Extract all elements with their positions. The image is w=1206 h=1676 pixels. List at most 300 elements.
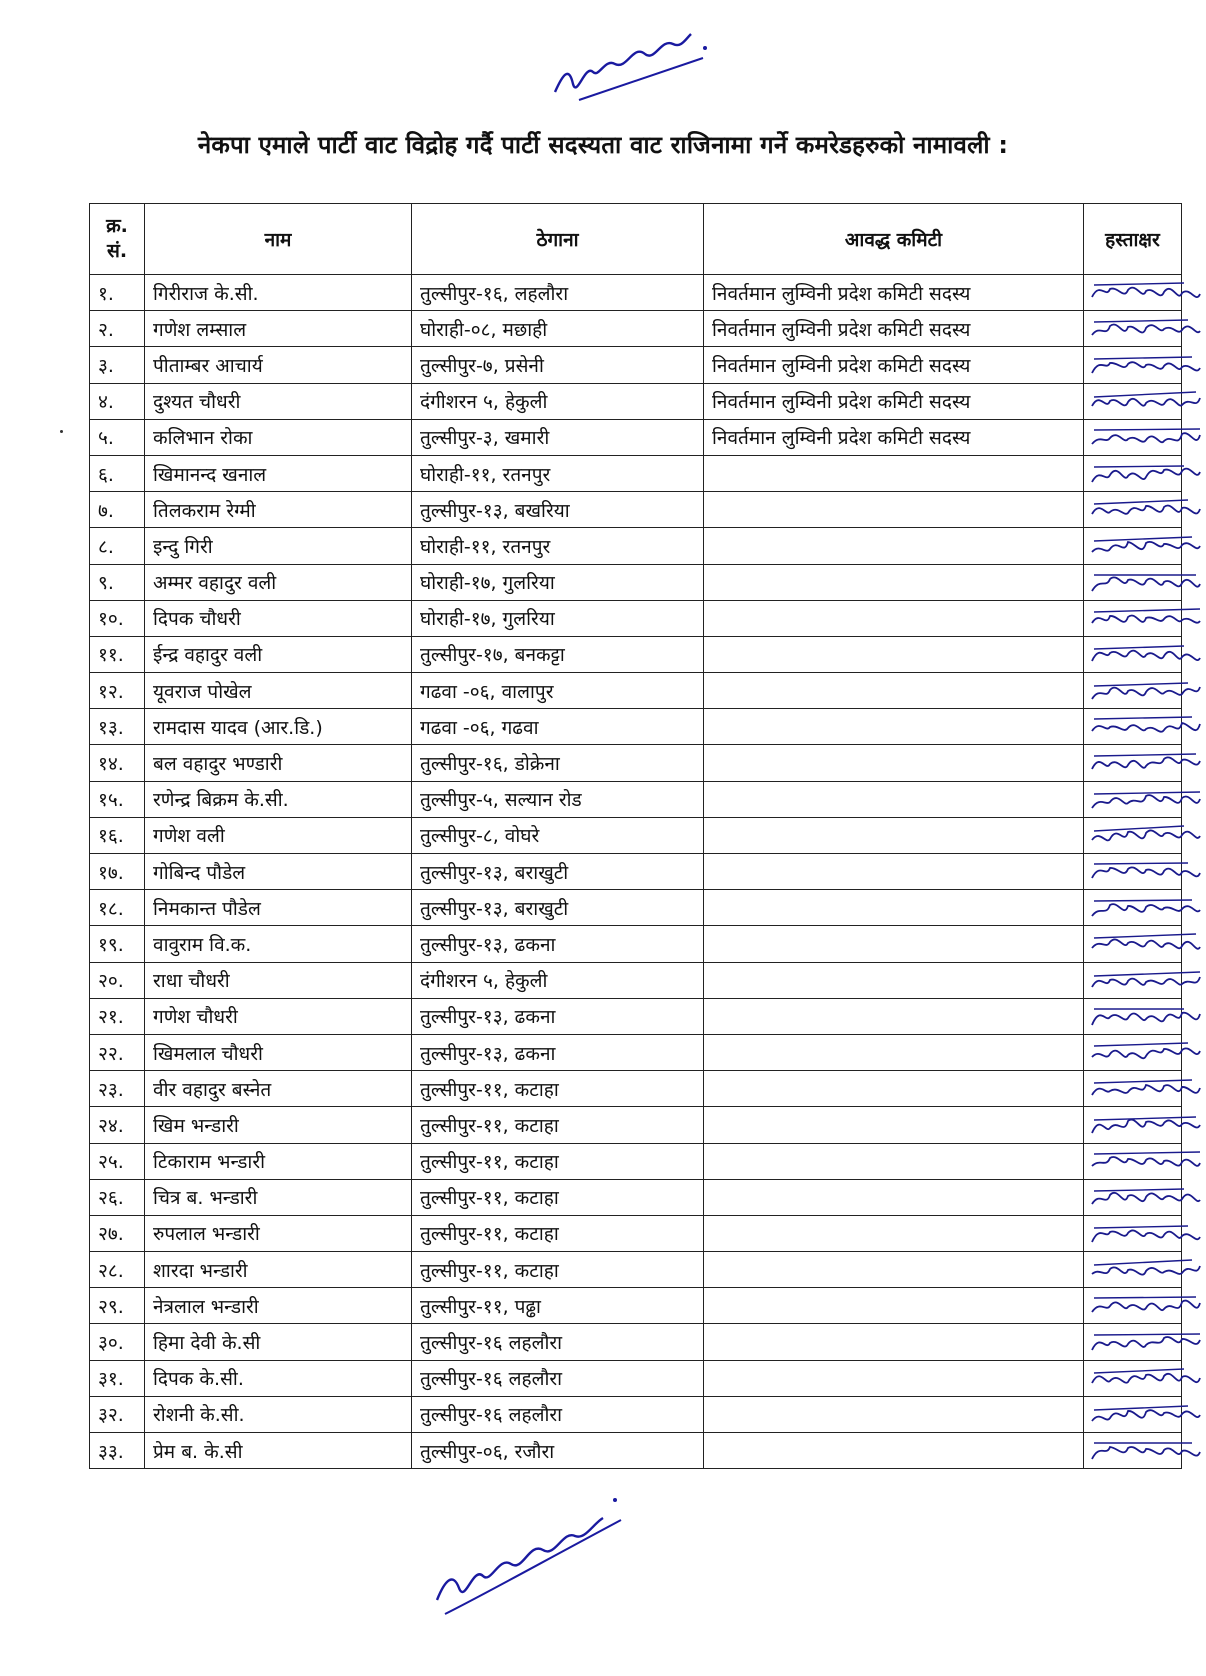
address-cell: तुल्सीपुर-१३, बखरिया: [412, 492, 704, 528]
serial-number-cell: २४.: [90, 1107, 145, 1143]
table-row: [90, 709, 1182, 745]
signature-headline: [1094, 646, 1184, 649]
address-cell: गढवा -०६, गढवा: [412, 709, 704, 745]
signature-stroke: [1092, 1301, 1200, 1312]
name-cell: ईन्द्र वहादुर वली: [145, 636, 412, 672]
handwritten-signature: [1088, 349, 1206, 381]
serial-number-cell: ३२.: [90, 1396, 145, 1432]
name-cell: गिरीराज के.सी.: [145, 275, 412, 311]
signature-cell: [1084, 383, 1182, 419]
table-row: [90, 817, 1182, 853]
committee-cell: [704, 1143, 1084, 1179]
signature-headline: [1094, 1152, 1200, 1154]
name-cell: कलिभान रोका: [145, 419, 412, 455]
signature-stroke: [1092, 469, 1200, 482]
committee-cell: [704, 636, 1084, 672]
table-row: [90, 1360, 1182, 1396]
table-row: [90, 1034, 1182, 1070]
signature-cell: [1084, 745, 1182, 781]
handwritten-signature: [1088, 1001, 1206, 1033]
committee-cell: [704, 1396, 1084, 1432]
signature-stroke: [1092, 723, 1200, 732]
signature-cell: [1084, 1215, 1182, 1251]
committee-cell: [704, 1071, 1084, 1107]
signature-headline: [1094, 683, 1188, 686]
signature-cell: [1084, 1107, 1182, 1143]
serial-number-cell: २८.: [90, 1252, 145, 1288]
signature-headline: [1094, 500, 1188, 504]
name-cell: खिमलाल चौधरी: [145, 1034, 412, 1070]
name-cell: खिमानन्द खनाल: [145, 455, 412, 491]
signature-stroke: [1092, 1230, 1200, 1242]
committee-cell: [704, 455, 1084, 491]
name-cell: चित्र ब. भन्डारी: [145, 1179, 412, 1215]
serial-header-line-1: क्र.: [106, 215, 128, 238]
signature-cell: [1084, 962, 1182, 998]
handwritten-signature: [1088, 639, 1206, 671]
signature-stroke: [1092, 288, 1200, 297]
committee-cell: निवर्तमान लुम्विनी प्रदेश कमिटी सदस्य: [704, 383, 1084, 419]
name-cell: शारदा भन्डारी: [145, 1252, 412, 1288]
address-cell: घोराही-१७, गुलरिया: [412, 600, 704, 636]
signature-cell: [1084, 1396, 1182, 1432]
signature-cell: [1084, 781, 1182, 817]
signature-stroke: [1092, 830, 1200, 840]
name-cell: दिपक चौधरी: [145, 600, 412, 636]
committee-cell: [704, 492, 1084, 528]
table-row: [90, 890, 1182, 926]
address-cell: तुल्सीपुर-१३, बराखुटी: [412, 890, 704, 926]
committee-cell: [704, 1107, 1084, 1143]
signature-headline: [1094, 826, 1184, 831]
committee-cell: [704, 528, 1084, 564]
name-cell: गणेश चौधरी: [145, 998, 412, 1034]
handwritten-signature: [1088, 1146, 1206, 1178]
committee-cell: [704, 998, 1084, 1034]
serial-number-cell: १२.: [90, 673, 145, 709]
address-cell: घोराही-११, रतनपुर: [412, 455, 704, 491]
handwritten-signature: [1088, 1254, 1206, 1286]
table-row: [90, 492, 1182, 528]
table-row: [90, 1252, 1182, 1288]
handwritten-signature: [1088, 820, 1206, 852]
committee-cell: निवर्तमान लुम्विनी प्रदेश कमिटी सदस्य: [704, 347, 1084, 383]
name-cell: दिपक के.सी.: [145, 1360, 412, 1396]
signature-cell: [1084, 673, 1182, 709]
signature-cell: [1084, 275, 1182, 311]
serial-number-cell: ४.: [90, 383, 145, 419]
signature-cell: [1084, 1360, 1182, 1396]
address-cell: तुल्सीपुर-८, वोघरे: [412, 817, 704, 853]
signature-headline: [1094, 283, 1184, 285]
signature-stroke: [1092, 1447, 1200, 1459]
address-cell: तुल्सीपुर-११, कटाहा: [412, 1215, 704, 1251]
name-cell: हिमा देवी के.सी: [145, 1324, 412, 1360]
signature-cell: [1084, 1071, 1182, 1107]
name-cell: अम्मर वहादुर वली: [145, 564, 412, 600]
signature-headline: [1094, 863, 1188, 864]
table-row: [90, 1396, 1182, 1432]
serial-number-cell: १३.: [90, 709, 145, 745]
handwritten-signature: [1088, 711, 1206, 743]
table-row: [90, 854, 1182, 890]
serial-number-cell: ३.: [90, 347, 145, 383]
signature-stroke: [1092, 363, 1200, 374]
table-row: [90, 745, 1182, 781]
address-cell: तुल्सीपुर-१३, ढकना: [412, 926, 704, 962]
name-cell: राधा चौधरी: [145, 962, 412, 998]
signature-stroke: [1092, 506, 1200, 515]
name-cell: रणेन्द्र बिक्रम के.सी.: [145, 781, 412, 817]
signature-cell: [1084, 1143, 1182, 1179]
signature-stroke: [1092, 1157, 1200, 1166]
serial-number-cell: १८.: [90, 890, 145, 926]
signature-headline: [1094, 754, 1196, 756]
address-cell: तुल्सीपुर-११, कटाहा: [412, 1143, 704, 1179]
serial-number-cell: २०.: [90, 962, 145, 998]
committee-cell: [704, 600, 1084, 636]
serial-number-cell: ११.: [90, 636, 145, 672]
committee-cell: [704, 564, 1084, 600]
committee-cell: [704, 1433, 1084, 1469]
serial-number-cell: १५.: [90, 781, 145, 817]
handwritten-signature: [1088, 675, 1206, 707]
signature-headline: [1094, 1189, 1184, 1191]
table-row: [90, 528, 1182, 564]
committee-cell: [704, 673, 1084, 709]
signature-stroke: [1092, 1266, 1200, 1275]
serial-number-cell: ७.: [90, 492, 145, 528]
signature-headline: [1094, 466, 1184, 467]
signature-cell: [1084, 528, 1182, 564]
signature-stroke: [1092, 687, 1200, 699]
serial-number-cell: २७.: [90, 1215, 145, 1251]
signature-stroke: [1092, 650, 1200, 660]
name-cell: रोशनी के.सी.: [145, 1396, 412, 1432]
signature-headline: [1094, 1117, 1196, 1120]
signature-stroke: [1092, 615, 1200, 623]
signature-stroke: [1092, 1120, 1200, 1133]
table-row: [90, 455, 1182, 491]
signature-cell: [1084, 926, 1182, 962]
name-cell: खिम भन्डारी: [145, 1107, 412, 1143]
serial-number-cell: ३१.: [90, 1360, 145, 1396]
name-cell: वीर वहादुर बस्नेत: [145, 1071, 412, 1107]
signature-stroke: [1092, 1410, 1200, 1421]
name-cell: यूवराज पोखेल: [145, 673, 412, 709]
table-row: [90, 636, 1182, 672]
top-handwritten-signature: [535, 14, 715, 114]
signature-headline: [1094, 1043, 1188, 1046]
signature-stroke: [1092, 758, 1200, 770]
signature-drawing: [535, 14, 715, 114]
address-cell: तुल्सीपुर-१६, डोक्रेना: [412, 745, 704, 781]
table-row: [90, 998, 1182, 1034]
signature-cell: [1084, 709, 1182, 745]
signature-cell: [1084, 600, 1182, 636]
serial-number-cell: ९.: [90, 564, 145, 600]
handwritten-signature: [1088, 1073, 1206, 1105]
committee-cell: [704, 1034, 1084, 1070]
table-row: [90, 1143, 1182, 1179]
ink-speck: [60, 430, 63, 433]
committee-cell: निवर्तमान लुम्विनी प्रदेश कमिटी सदस्य: [704, 275, 1084, 311]
signature-cell: [1084, 636, 1182, 672]
signature-cell: [1084, 1324, 1182, 1360]
table-row: [90, 673, 1182, 709]
committee-cell: निवर्तमान लुम्विनी प्रदेश कमिटी सदस्य: [704, 419, 1084, 455]
name-cell: गोबिन्द पौडेल: [145, 854, 412, 890]
handwritten-signature: [1088, 603, 1206, 635]
address-cell: तुल्सीपुर-११, कटाहा: [412, 1252, 704, 1288]
serial-number-header: [90, 204, 145, 275]
signature-headline: [1094, 320, 1188, 322]
signature-headline: [1094, 392, 1196, 397]
serial-number-cell: ३३.: [90, 1433, 145, 1469]
signature-headline: [1094, 1406, 1188, 1410]
table-row: [90, 347, 1182, 383]
name-cell: रुपलाल भन्डारी: [145, 1215, 412, 1251]
handwritten-signature: [1088, 530, 1206, 562]
handwritten-signature: [1088, 928, 1206, 960]
table-row: [90, 1107, 1182, 1143]
handwritten-signature: [1088, 1399, 1206, 1431]
handwritten-signature: [1088, 1182, 1206, 1214]
handwritten-signature: [1088, 386, 1206, 418]
address-cell: तुल्सीपुर-०६, रजौरा: [412, 1433, 704, 1469]
serial-number-cell: २५.: [90, 1143, 145, 1179]
name-cell: प्रेम ब. के.सी: [145, 1433, 412, 1469]
signature-cell: [1084, 1433, 1182, 1469]
serial-number-cell: २९.: [90, 1288, 145, 1324]
committee-cell: [704, 962, 1084, 998]
address-cell: दंगीशरन ५, हेकुली: [412, 962, 704, 998]
signature-stroke: [1092, 1373, 1200, 1382]
handwritten-signature: [1088, 1037, 1206, 1069]
address-cell: तुल्सीपुर-१७, बनकट्टा: [412, 636, 704, 672]
handwritten-signature: [1088, 856, 1206, 888]
table-row: [90, 926, 1182, 962]
handwritten-signature: [1088, 1109, 1206, 1141]
members-table: [89, 203, 1182, 1469]
signature-cell: [1084, 854, 1182, 890]
address-cell: तुल्सीपुर-१६ लहलौरा: [412, 1360, 704, 1396]
signature-stroke: [1092, 904, 1200, 916]
address-cell: तुल्सीपुर-७, प्रसेनी: [412, 347, 704, 383]
handwritten-signature: [1088, 277, 1206, 309]
signature-cell: [1084, 817, 1182, 853]
address-cell: तुल्सीपुर-१६ लहलौरा: [412, 1396, 704, 1432]
handwritten-signature: [1088, 567, 1206, 599]
signature-headline: [1094, 537, 1192, 541]
committee-cell: [704, 1288, 1084, 1324]
committee-header: आवद्ध कमिटी: [704, 204, 1084, 275]
signature-stroke: [1092, 1012, 1200, 1024]
signature-cell: [1084, 492, 1182, 528]
name-cell: बल वहादुर भण्डारी: [145, 745, 412, 781]
signature-headline: [1094, 792, 1200, 794]
committee-cell: [704, 1360, 1084, 1396]
name-cell: इन्दु गिरी: [145, 528, 412, 564]
address-cell: तुल्सीपुर-५, सल्यान रोड: [412, 781, 704, 817]
committee-cell: [704, 781, 1084, 817]
name-cell: वावुराम वि.क.: [145, 926, 412, 962]
handwritten-signature: [1088, 747, 1206, 779]
signature-stroke: [1092, 542, 1200, 552]
signature-drawing-bottom: [425, 1480, 635, 1630]
name-cell: रामदास यादव (आर.डि.): [145, 709, 412, 745]
signature-stroke: [1092, 795, 1200, 808]
handwritten-signature: [1088, 458, 1206, 490]
signature-headline: [1094, 357, 1192, 359]
signature-headline: [1094, 1080, 1192, 1083]
table-row: [90, 383, 1182, 419]
serial-number-cell: २६.: [90, 1179, 145, 1215]
address-cell: घोराही-१७, गुलरिया: [412, 564, 704, 600]
name-cell: निमकान्त पौडेल: [145, 890, 412, 926]
serial-number-cell: १४.: [90, 745, 145, 781]
signature-cell: [1084, 1288, 1182, 1324]
address-cell: घोराही-०८, मछाही: [412, 311, 704, 347]
committee-cell: [704, 709, 1084, 745]
handwritten-signature: [1088, 1363, 1206, 1395]
address-cell: तुल्सीपुर-१६ लहलौरा: [412, 1324, 704, 1360]
serial-number-cell: ८.: [90, 528, 145, 564]
signature-stroke: [1092, 1337, 1200, 1350]
table-row: [90, 275, 1182, 311]
address-cell: दंगीशरन ५, हेकुली: [412, 383, 704, 419]
signature-headline: [1094, 972, 1200, 976]
serial-number-cell: २३.: [90, 1071, 145, 1107]
committee-cell: [704, 745, 1084, 781]
committee-cell: [704, 926, 1084, 962]
serial-number-cell: ६.: [90, 455, 145, 491]
address-cell: तुल्सीपुर-१३, ढकना: [412, 1034, 704, 1070]
name-cell: नेत्रलाल भन्डारी: [145, 1288, 412, 1324]
signature-stroke: [1092, 325, 1200, 336]
signature-cell: [1084, 311, 1182, 347]
handwritten-signature: [1088, 784, 1206, 816]
serial-number-cell: १७.: [90, 854, 145, 890]
signature-headline: [1094, 717, 1192, 719]
name-cell: पीताम्बर आचार्य: [145, 347, 412, 383]
serial-number-cell: ३०.: [90, 1324, 145, 1360]
handwritten-signature: [1088, 1435, 1206, 1467]
address-cell: तुल्सीपुर-१३, ढकना: [412, 998, 704, 1034]
address-cell: तुल्सीपुर-११, पढ्ढा: [412, 1288, 704, 1324]
name-cell: गणेश वली: [145, 817, 412, 853]
address-cell: तुल्सीपुर-१६, लहलौरा: [412, 275, 704, 311]
handwritten-signature: [1088, 965, 1206, 997]
committee-cell: [704, 1179, 1084, 1215]
serial-number-cell: १६.: [90, 817, 145, 853]
signature-stroke: [1092, 1192, 1200, 1203]
address-cell: तुल्सीपुर-१३, बराखुटी: [412, 854, 704, 890]
table-row: [90, 1433, 1182, 1469]
signature-headline: [1094, 900, 1192, 901]
address-cell: तुल्सीपुर-११, कटाहा: [412, 1179, 704, 1215]
signature-cell: [1084, 998, 1182, 1034]
signature-headline: [1094, 1260, 1192, 1265]
serial-number-cell: २२.: [90, 1034, 145, 1070]
serial-number-cell: २.: [90, 311, 145, 347]
signature-cell: [1084, 564, 1182, 600]
page-title: नेकपा एमाले पार्टी वाट विद्रोह गर्दै पार्टी सदस्यता वाट राजिनामा गर्ने कमरेडहरुको नामावली :: [197, 131, 1009, 159]
signature-stroke: [1092, 577, 1200, 591]
table-row: [90, 1179, 1182, 1215]
signature-headline: [1094, 1226, 1188, 1228]
signature-stroke: [1092, 433, 1200, 444]
address-cell: तुल्सीपुर-११, कटाहा: [412, 1071, 704, 1107]
name-header: नाम: [145, 204, 412, 275]
signature-stroke: [1092, 1085, 1200, 1095]
table-row: [90, 1215, 1182, 1251]
signature-headline: [1094, 934, 1196, 938]
signature-headline: [1094, 1369, 1184, 1373]
handwritten-signature: [1088, 313, 1206, 345]
handwritten-signature: [1088, 1218, 1206, 1250]
serial-number-cell: १.: [90, 275, 145, 311]
handwritten-signature: [1088, 892, 1206, 924]
table-row: [90, 1071, 1182, 1107]
name-cell: गणेश लम्साल: [145, 311, 412, 347]
committee-cell: [704, 1215, 1084, 1251]
address-cell: गढवा -०६, वालापुर: [412, 673, 704, 709]
signature-cell: [1084, 347, 1182, 383]
signature-headline: [1094, 429, 1200, 430]
signature-cell: [1084, 455, 1182, 491]
table-row: [90, 311, 1182, 347]
table-row: [90, 781, 1182, 817]
signature-stroke: [1092, 867, 1200, 878]
table-row: [90, 1288, 1182, 1324]
committee-cell: [704, 817, 1084, 853]
signature-stroke: [1092, 1048, 1200, 1058]
signature-headline: [1094, 609, 1200, 612]
handwritten-signature: [1088, 1290, 1206, 1322]
signature-cell: [1084, 419, 1182, 455]
table-header-row: [90, 204, 1182, 275]
name-cell: तिलकराम रेग्मी: [145, 492, 412, 528]
table-row: [90, 1324, 1182, 1360]
address-cell: घोराही-११, रतनपुर: [412, 528, 704, 564]
serial-number-cell: ५.: [90, 419, 145, 455]
name-cell: दुश्यत चौधरी: [145, 383, 412, 419]
signature-cell: [1084, 1179, 1182, 1215]
table-row: [90, 600, 1182, 636]
committee-cell: [704, 1252, 1084, 1288]
address-header: ठेगाना: [412, 204, 704, 275]
signature-stroke: [1092, 977, 1200, 987]
serial-number-cell: १९.: [90, 926, 145, 962]
serial-number-cell: १०.: [90, 600, 145, 636]
signature-cell: [1084, 890, 1182, 926]
committee-cell: [704, 1324, 1084, 1360]
serial-number-cell: २१.: [90, 998, 145, 1034]
signature-headline: [1094, 1334, 1200, 1335]
address-cell: तुल्सीपुर-३, खमारी: [412, 419, 704, 455]
table-row: [90, 962, 1182, 998]
signature-headline: [1094, 1297, 1196, 1298]
signature-cell: [1084, 1252, 1182, 1288]
bottom-handwritten-signature: [425, 1480, 635, 1630]
name-cell: टिकाराम भन्डारी: [145, 1143, 412, 1179]
signature-cell: [1084, 1034, 1182, 1070]
committee-cell: [704, 890, 1084, 926]
signature-stroke: [1092, 398, 1200, 406]
table-row: [90, 564, 1182, 600]
table-row: [90, 419, 1182, 455]
